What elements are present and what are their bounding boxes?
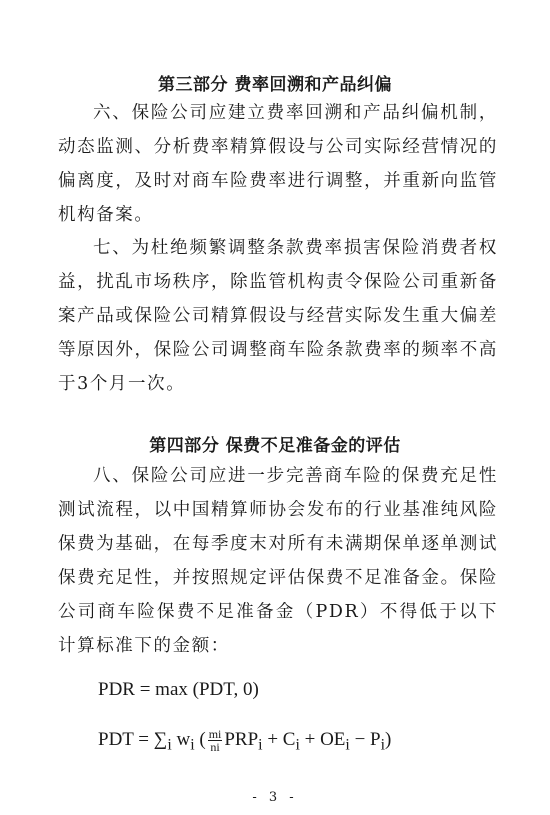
- pdt-plus-oe: + OE: [299, 728, 346, 750]
- pdt-open-paren: (: [194, 728, 206, 750]
- pdt-formula: [98, 728, 391, 755]
- pdt-prefix: PDT = ∑: [98, 728, 168, 750]
- paragraph-7: 七、为杜绝频繁调整条款费率损害保险消费者权益，扰乱市场秩序，除监管机构责令保险公司重新备案产品或保险公司精算假设与经营实际发生重大偏差等原因外，保险公司调整商车险条款费率的频率不高于3个月一次。: [58, 238, 498, 394]
- pdt-p-index: i: [380, 736, 386, 754]
- paragraph-6: 六、保险公司应建立费率回溯和产品纠偏机制，动态监测、分析费率精算假设与公司实际经营情况的偏离度，及时对商车险费率进行调整，并重新向监管机构备案。: [58, 103, 498, 225]
- pdt-prp-index: i: [258, 736, 263, 754]
- pdt-fraction-denominator: ni: [210, 740, 220, 754]
- pdt-plus-c: + C: [262, 728, 296, 750]
- pdt-oe-index: i: [345, 736, 350, 754]
- pdt-minus-p: − P: [349, 728, 381, 750]
- section-3-heading: 第三部分 费率回溯和产品纠偏: [158, 75, 392, 95]
- paragraph-8: 八、保险公司应进一步完善商车险的保费充足性测试流程，以中国精算师协会发布的行业基准纯风险保费为基础，在每季度末对所有未满期保单逐单测试保费充足性，并按照规定评估保费不足准备金。保险公司商车险保费不足准备金（PDR）不得低于以下计算标准下的金额：: [58, 466, 498, 656]
- section-4-heading: 第四部分 保费不足准备金的评估: [149, 436, 401, 456]
- pdt-c-index: i: [295, 736, 300, 754]
- pdt-close-paren: ): [385, 728, 392, 750]
- pdr-formula: PDR = max (PDT, 0): [98, 679, 259, 700]
- pdt-sum-index: i: [167, 736, 172, 754]
- pdt-fraction: [208, 728, 223, 753]
- page-number: - 3 -: [252, 790, 298, 805]
- pdt-fraction-numerator: mi: [208, 727, 222, 741]
- pdt-prp: PRP: [224, 728, 259, 750]
- pdt-weight-index: i: [190, 736, 195, 754]
- pdt-weight: w: [171, 728, 191, 750]
